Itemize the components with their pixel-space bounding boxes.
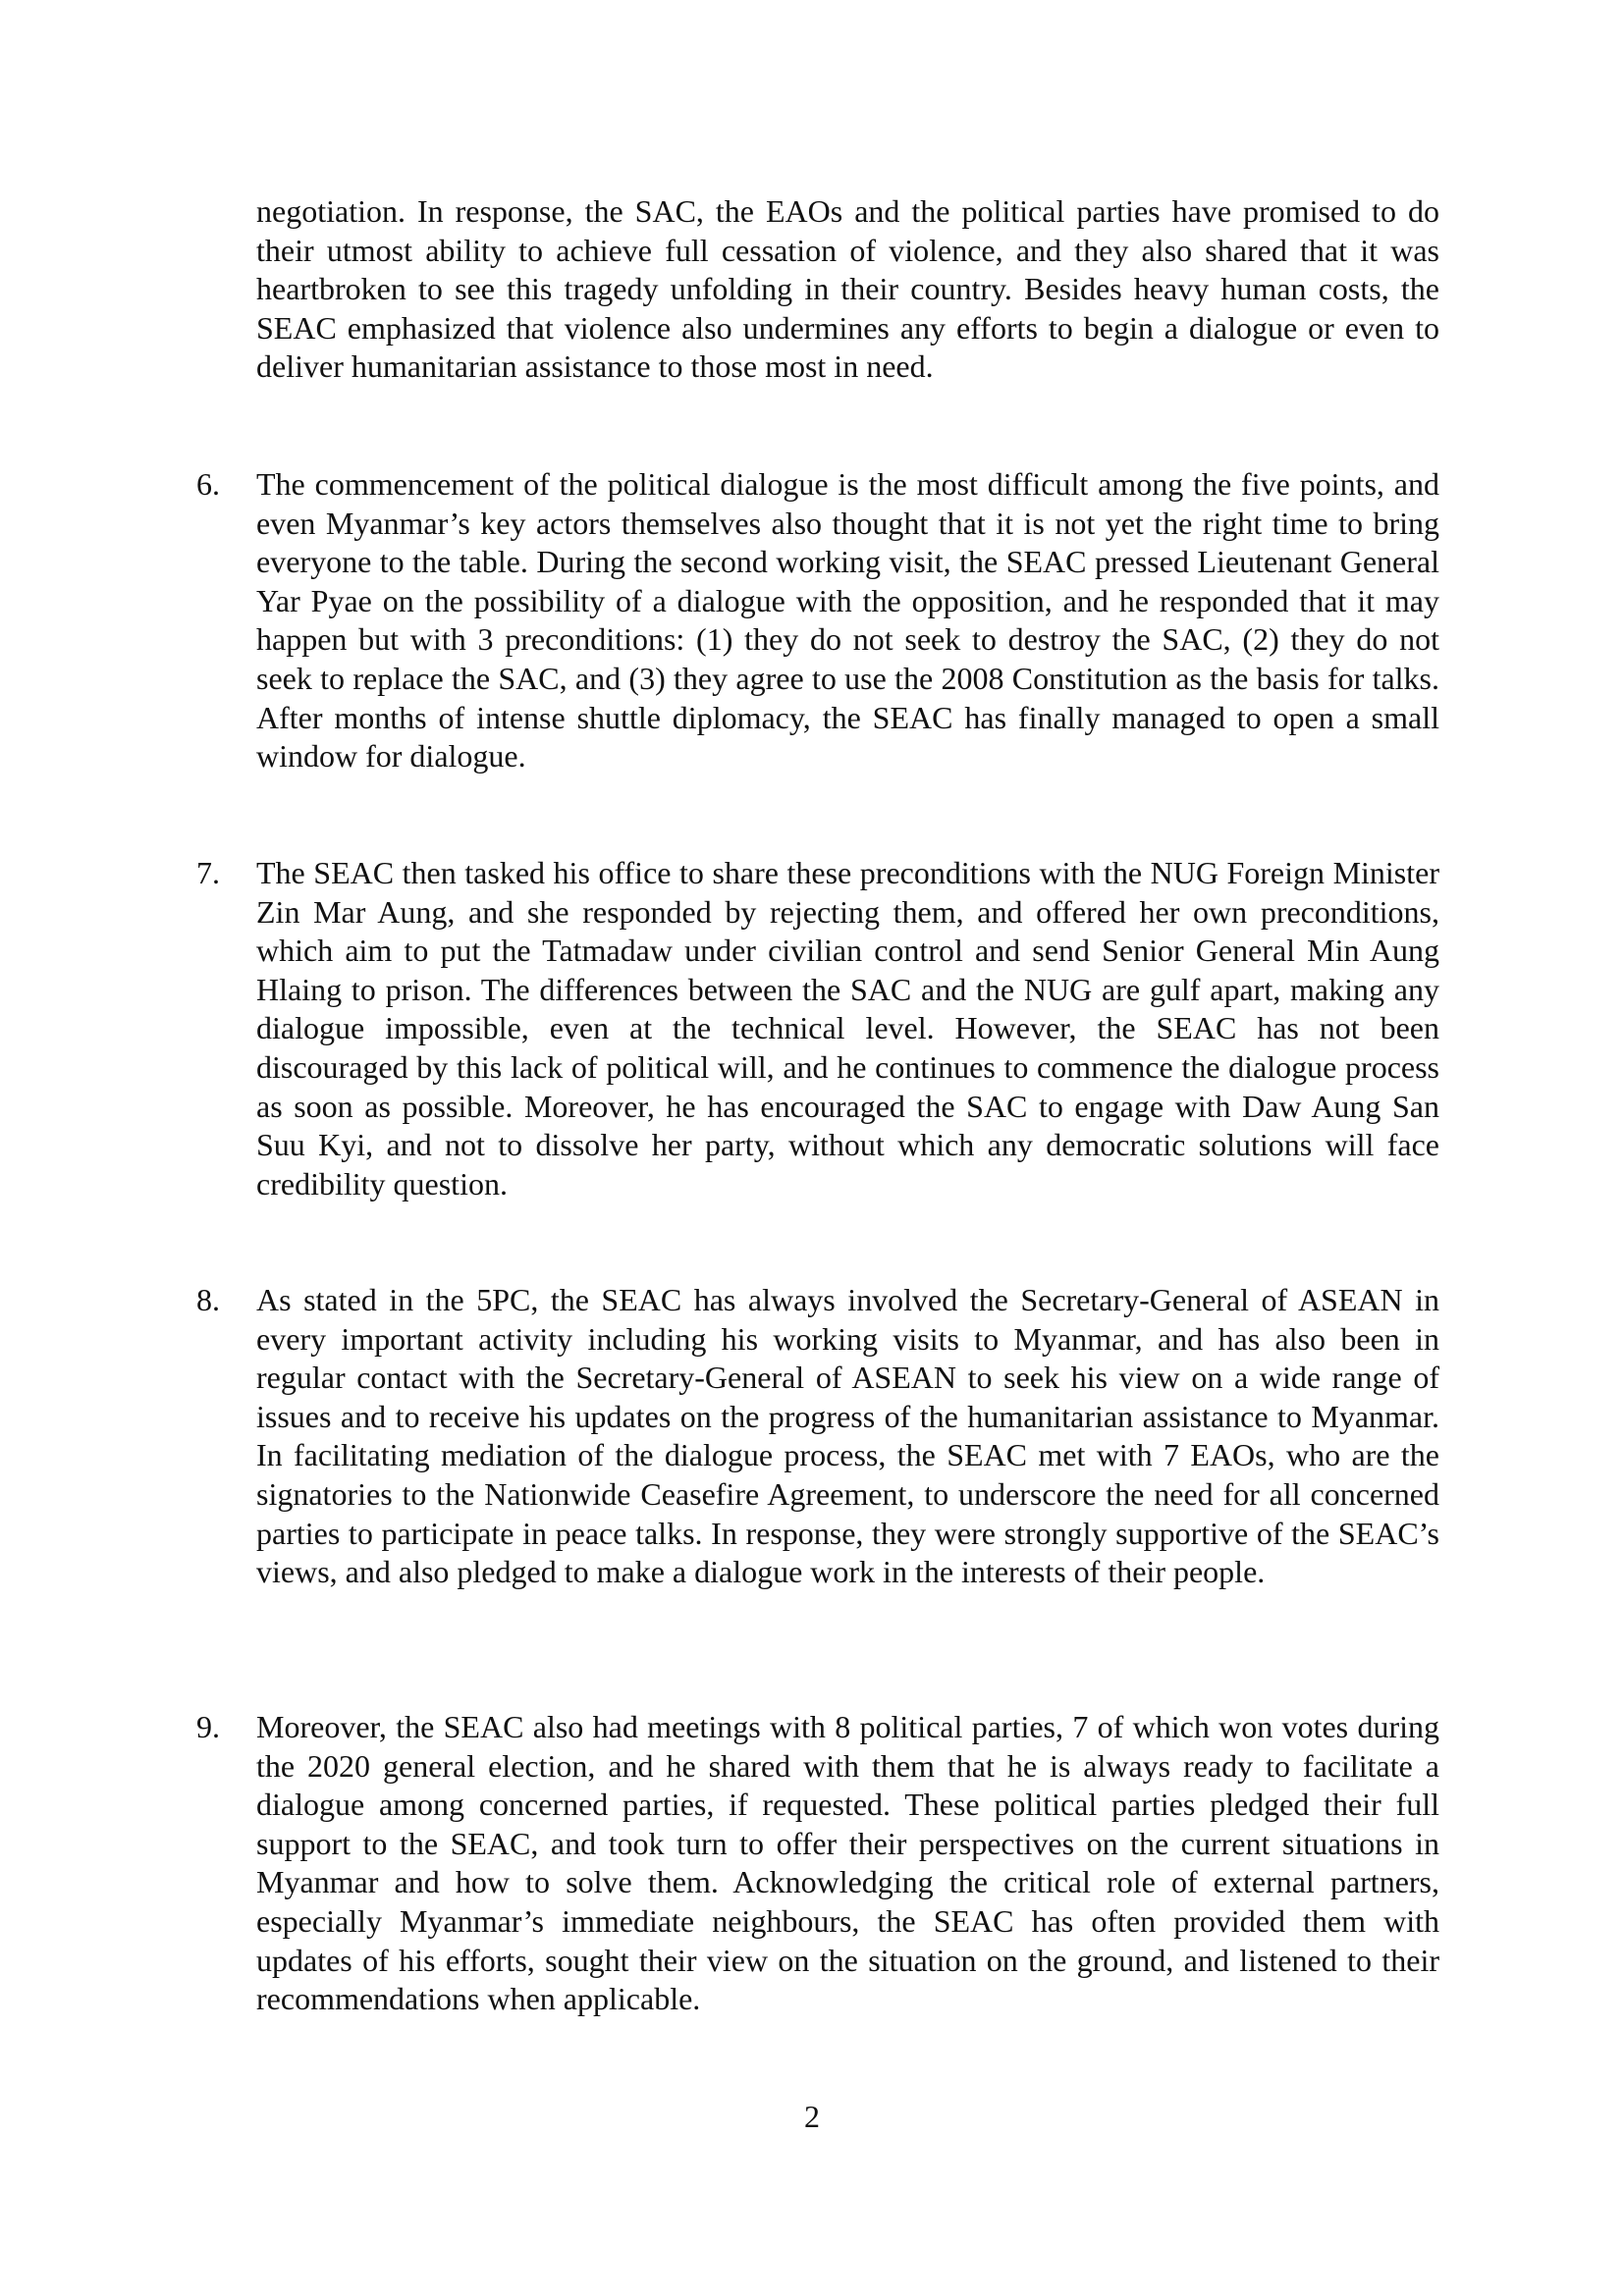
paragraph-text: As stated in the 5PC, the SEAC has always involved the Secretary-General of ASEAN in every important activity including his working visits to Myanmar, and has also been in regular contact with the Secretary-General of ASEAN to seek his view on a wide range of issues and to receive his updates on the progress of the humanitarian assistance to Myanmar. In facilitating mediation of the dialogue process, the SEAC met with 7 EAOs, who are the signatories to the Nationwide Ceasefire Agreement, to underscore the need for all concerned parties to participate in peace talks. In response, they were strongly supportive of the SEAC’s views, and also pledged to make a dialogue work in the interests of their people. (256, 1282, 1439, 1590)
paragraph-number: 6. (196, 466, 220, 502)
page-number: 2 (804, 2099, 820, 2134)
paragraph-number: 8. (196, 1282, 220, 1317)
paragraph-number: 7. (196, 855, 220, 890)
paragraph-number: 9. (196, 1709, 220, 1744)
continuation-paragraph: negotiation. In response, the SAC, the EAOs and the political parties have promised to do their utmost ability to achieve full cessation of violence, and they also shared that it was heartbroken to see this tragedy unfolding in their country. Besides heavy human costs, the SEAC emphasized that violence also undermines any efforts to begin a dialogue or even to deliver humanitarian assistance to those most in need. (256, 193, 1439, 385)
paragraph-text: The commencement of the political dialogue is the most difficult among the five points, and even Myanmar’s key actors themselves also thought that it is not yet the right time to bring everyone to the table. During the second working visit, the SEAC pressed Lieutenant General Yar Pyae on the possibility of a dialogue with the opposition, and he responded that it may happen but with 3 preconditions: (1) they do not seek to destroy the SAC, (2) they do not seek to replace the SAC, and (3) they agree to use the 2008 Constitution as the basis for talks. After months of intense shuttle diplomacy, the SEAC has finally managed to open a small window for dialogue. (256, 466, 1439, 774)
paragraph-text: Moreover, the SEAC also had meetings with 8 political parties, 7 of which won votes during the 2020 general election, and he shared with them that he is always ready to facilitate a dialogue among concerned parties, if requested. These political parties pledged their full support to the SEAC, and took turn to offer their perspectives on the current situations in Myanmar and how to solve them. Acknowledging the critical role of external partners, especially Myanmar’s immediate neighbours, the SEAC has often provided them with updates of his efforts, sought their view on the situation on the ground, and listened to their recommendations when applicable. (256, 1709, 1439, 2017)
paragraph-text: The SEAC then tasked his office to share these preconditions with the NUG Foreign Minister Zin Mar Aung, and she responded by rejecting them, and offered her own preconditions, which aim to put the Tatmadaw under civilian control and send Senior General Min Aung Hlaing to prison. The differences between the SAC and the NUG are gulf apart, making any dialogue impossible, even at the technical level. However, the SEAC has not been discouraged by this lack of political will, and he continues to commence the dialogue process as soon as possible. Moreover, he has encouraged the SAC to engage with Daw Aung San Suu Kyi, and not to dissolve her party, without which any democratic solutions will face credibility question. (256, 855, 1439, 1201)
